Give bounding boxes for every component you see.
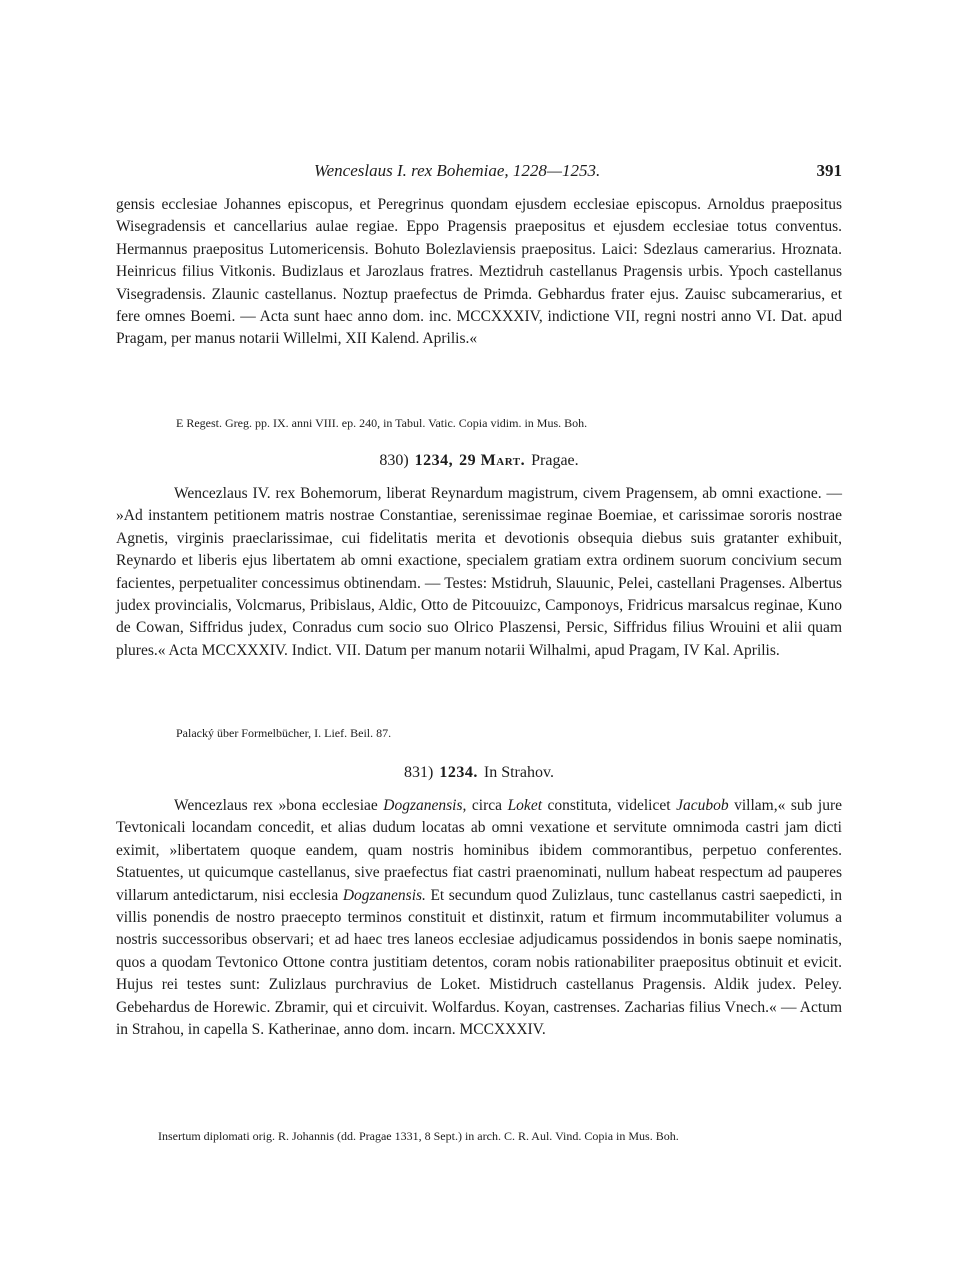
text-run: constituta, videlicet [542, 797, 677, 814]
entry-830-paragraph: Wencezlaus IV. rex Bohemorum, liberat Reynardum magistrum, civem Pragensem, ab omni exactione. — »Ad instantem petitionem matris nostrae Constantiae, serenissimae reginae Boemiae, et carissimae sororis nostrae Agnetis, virginis praeclarissimae, cui fidelitatis merita et devotionis obsequia diebus suis gratanter exhibuit, Reynardo et liberis ejus libertatem ab omni exactione, specialem gratiam extra ordinem suorum concivium secum facientes, perpetualiter concessimus obtinendam. — Testes: Mstidruh, Slauunic, Pelei, castellani Pragenses. Albertus judex provincialis, Volcmarus, Pribislaus, Aldic, Otto de Pitcouuizc, Camponoys, Fridricus marsalcus reginae, Kuno de Cowan, Siffridus judex, Conradus cum socio suo Olrico Plaszensi, Persic, Siffridus filius Wrouini et alii quam plures.« Acta MCCXXXIV. Indict. VII. Datum per manum notarii Wilhalmi, apud Pragam, IV Kal. Aprilis. [116, 485, 842, 659]
intro-paragraph: gensis ecclesiae Johannes episcopus, et Peregrinus quondam ejusdem ecclesiae episcopus. Arnoldus praepositus Wisegradensis et cancellarius aulae regiae. Eppo Pragensis praepositus et ejusdem ecclesiae totus conventus. Hermannus praepositus Lutomericensis. Bohuto Bolezlaviensis praepositus. Laici: Sdezlaus camerarius. Hroznata. Heinricus filius Vitkonis. Budizlaus et Jarozlaus fratres. Meztidruh castellanus Pragensis urbis. Ypoch castellanus Visegradensis. Zlaunic castellanus. Noztup praefectus de Primda. Gebhardus frater ejus. Zauisc subcamerarius, et fere omnes Boemi. — Acta sunt haec anno dom. inc. MCCXXXIV, indictione VII, regni nostri anno VI. Dat. apud Pragam, per manus notarii Willelmi, XII Kalend. Aprilis.« [116, 196, 842, 348]
entry-831-place: In Strahov. [483, 764, 554, 781]
entry-830-source-note: Palacký über Formelbücher, I. Lief. Beil. 87. [176, 726, 392, 740]
italic-place-name: Dogzanensis, [383, 797, 467, 814]
entry-830-year: 1234, [414, 452, 454, 469]
entry-831-year: 1234. [439, 764, 478, 781]
running-title: Wenceslaus I. rex Bohemiae, 1228—1253. [314, 161, 601, 180]
italic-place-name: Loket [507, 797, 542, 814]
page-header [116, 160, 842, 182]
entry-831-source-note: Insertum diplomati orig. R. Johannis (dd. Pragae 1331, 8 Sept.) in arch. C. R. Aul. Vind. Copia in Mus. Boh. [158, 1129, 679, 1143]
italic-place-name: Jacubob [676, 797, 729, 814]
entry-831-heading [116, 762, 842, 784]
entry-830-heading [116, 450, 842, 472]
intro-source-note: E Regest. Greg. pp. IX. anni VIII. ep. 240, in Tabul. Vatic. Copia vidim. in Mus. Boh. [176, 416, 588, 430]
entry-830-date: 29 Mart. [459, 452, 526, 469]
entry-831-number: 831) [404, 764, 434, 781]
entry-830-number: 830) [379, 452, 409, 469]
text-run: Wencezlaus rex »bona ecclesiae [174, 797, 384, 814]
entry-830-place: Pragae. [531, 452, 579, 469]
page-number: 391 [816, 161, 842, 180]
text-run: circa [466, 797, 508, 814]
text-run: villam,« sub jure Tevtonicali locandam concedit, et alias dudum locatas ab omni vexatione et servitute omnimoda castri jam dicti eximit, »libertatem quoque eandem, quam nostris hominibus ibidem commorantibus, perpetuo conferentes. Statuentes, ut quicumque castellanus, sive praefectus fiat castri praenominati, nullum habeat respectum ad pauperes villarum antedictarum, nisi ecclesia [116, 797, 842, 904]
text-run: Et secundum quod Zulizlaus, tunc castellanus castri saepedicti, in villis ponendis de nostro praecepto terminos constituit et distinxit, ratum et firmum incommutabiliter volumus a nostris successoribus observari; et ad haec tres laneos ecclesiae adjudicamus possidendos in bonis saepe nominatis, quos a quodam Tevtonico Ottone contra justitiam detentos, coram nobis rationabiliter praepositus obtinuit et evicit. Hujus rei testes sunt: Zulizlaus purchravius de Loket. Mistidruch castellanus Pragensis. Aldik judex. Peley. Gebehardus de Horewic. Zbramir, qui et circuivit. Wolfardus. Koyan, castrenses. Zacharias filius Vnech.« — Actum in Strahou, in capella S. Katherinae, anno dom. incarn. MCCXXXIV. [116, 886, 842, 1039]
italic-place-name: Dogzanensis. [342, 886, 426, 904]
entry-831-paragraph [116, 795, 842, 1041]
